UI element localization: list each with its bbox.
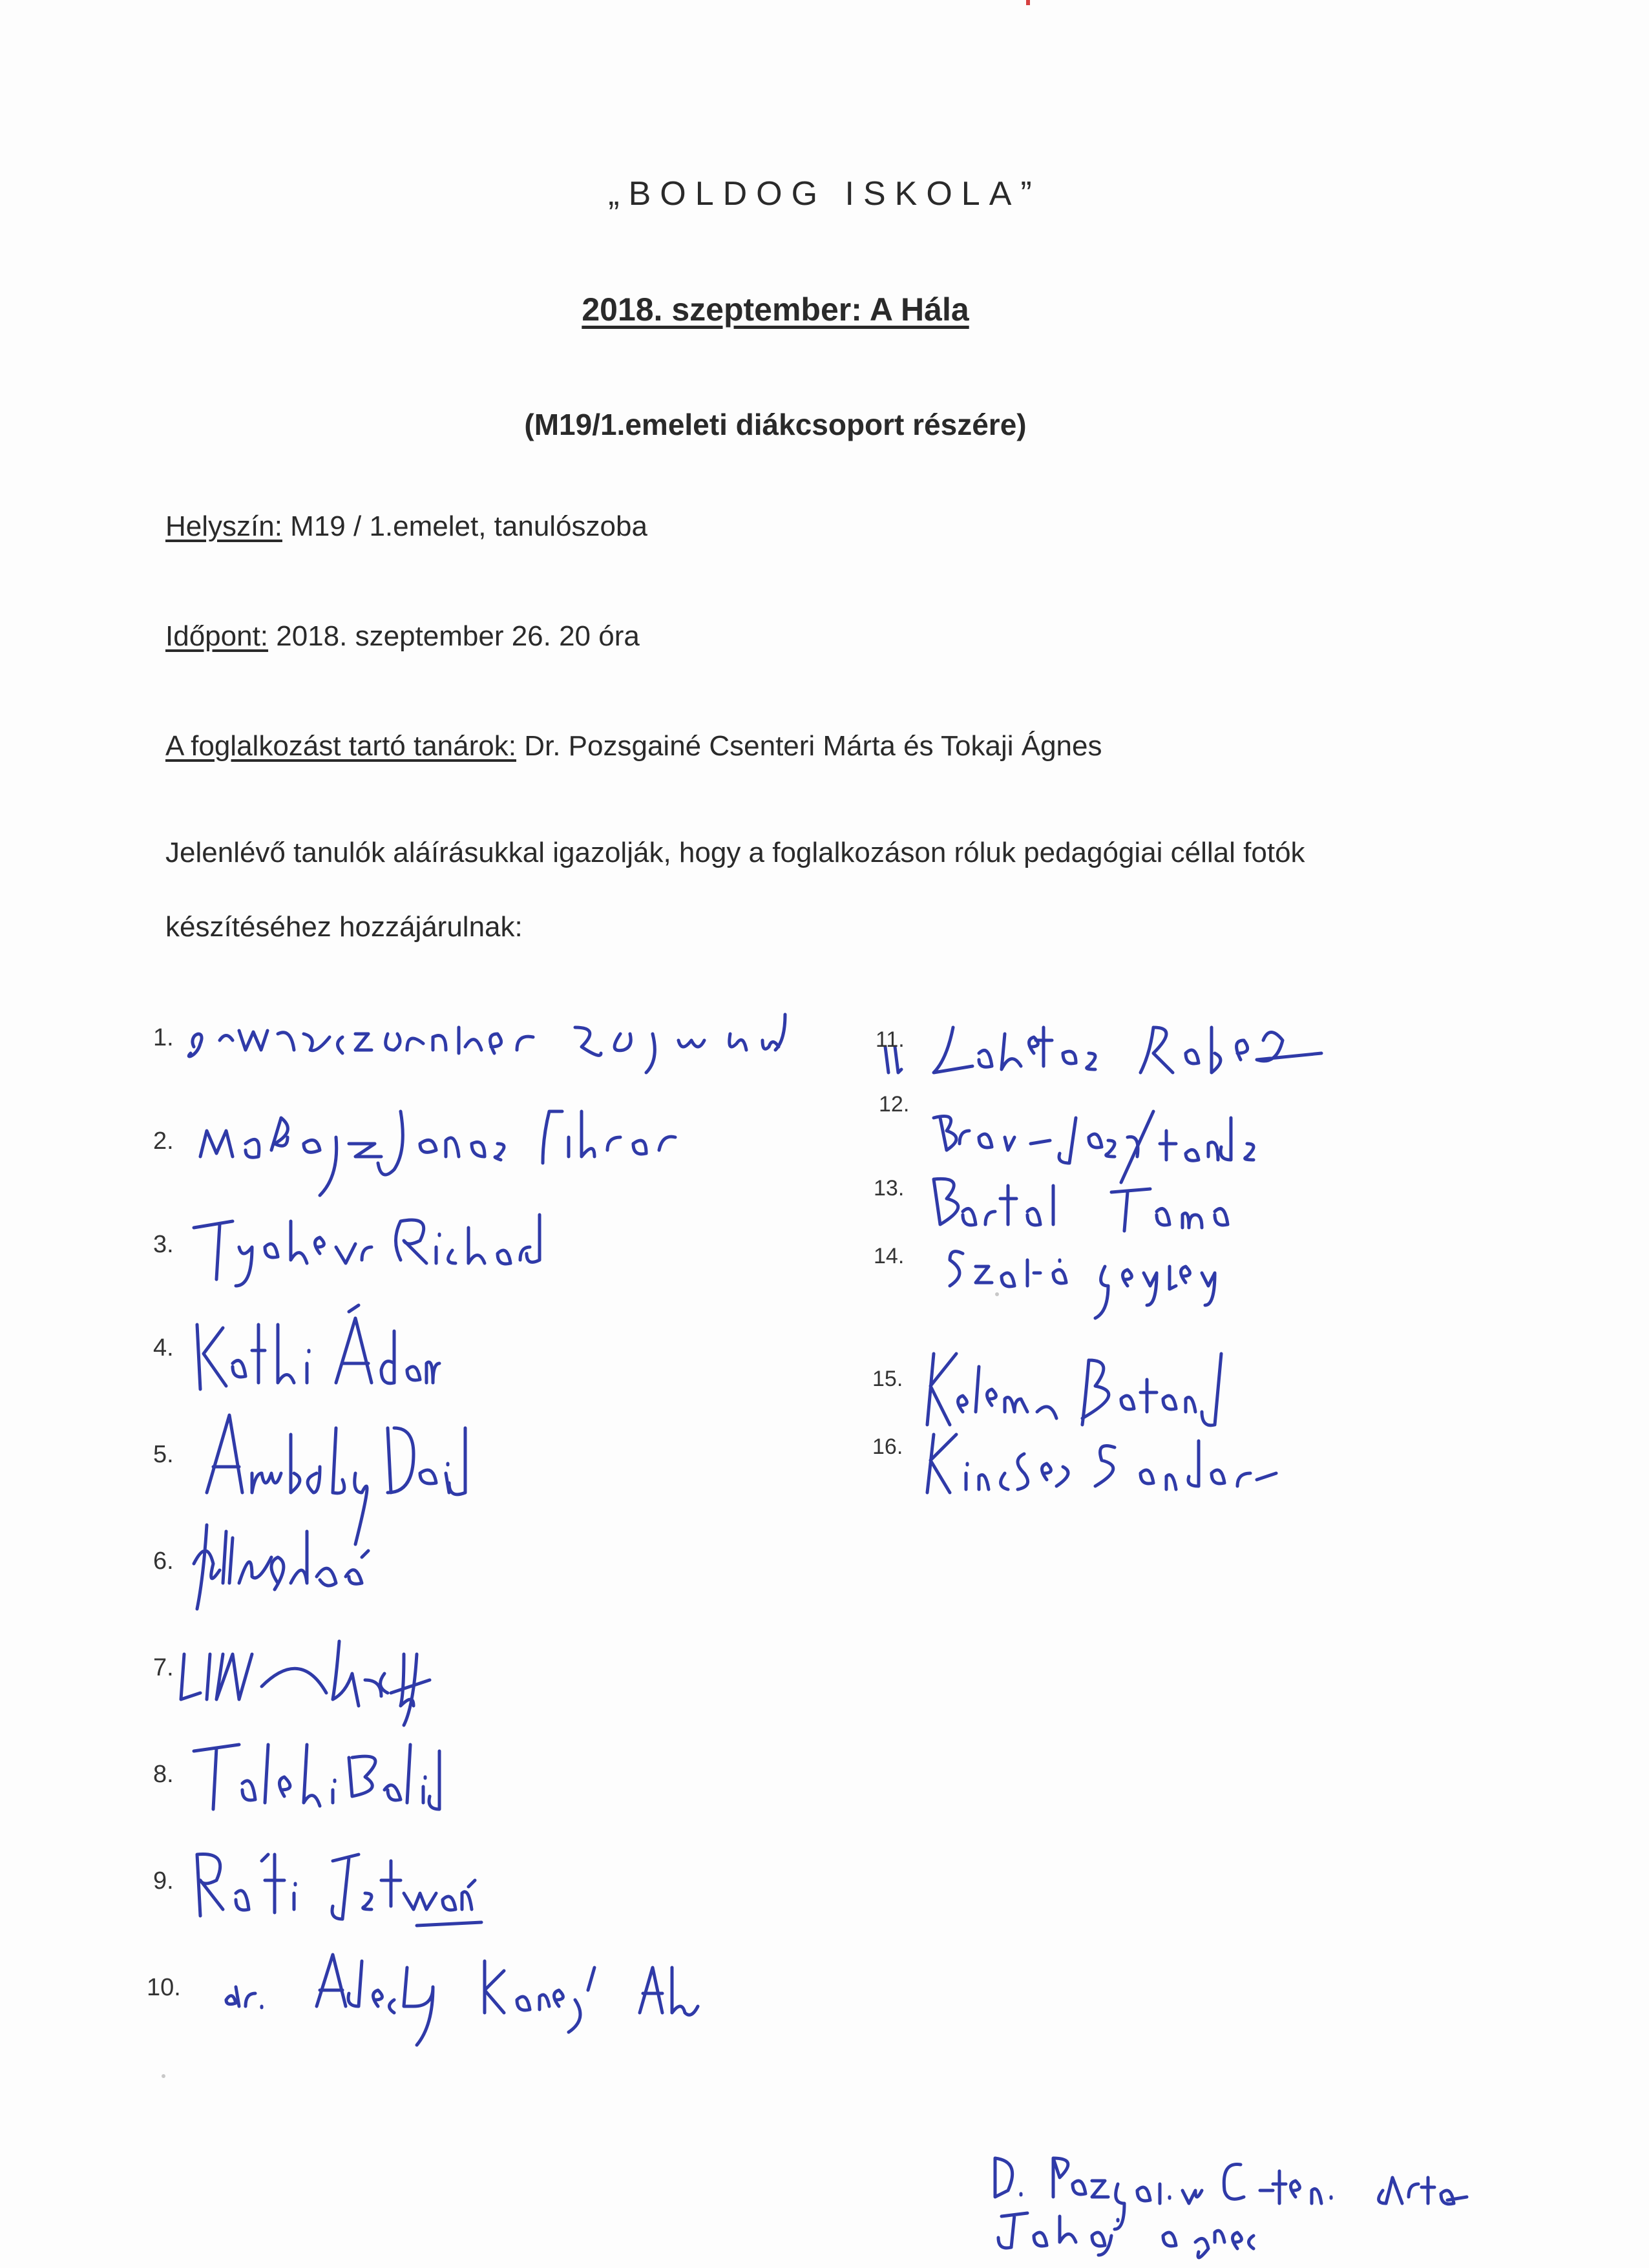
attendee-number: 14.	[874, 1244, 905, 1268]
consent-text-line-2: készítéséhez hozzájárulnak:	[165, 911, 523, 943]
signature-7	[171, 1615, 456, 1745]
signature-8	[184, 1732, 456, 1822]
signature-10	[213, 1942, 717, 2052]
signature-5	[194, 1402, 504, 1506]
document-subtitle: 2018. szeptember: A Hála	[582, 291, 969, 328]
teachers-label: A foglalkozást tartó tanárok:	[165, 730, 516, 762]
attendee-number: 9.	[153, 1867, 174, 1895]
signature-11	[876, 1002, 1367, 1086]
attendee-number: 13.	[874, 1176, 905, 1201]
teachers-value: Dr. Pozsgainé Csenteri Márta és Tokaji Ágnes	[516, 730, 1102, 762]
signature-9	[184, 1835, 507, 1932]
teacher-signatures	[982, 2145, 1473, 2255]
signature-2	[187, 1073, 704, 1176]
attendee-number: 12.	[879, 1092, 910, 1117]
consent-text-line-1: Jelenlévő tanulók aláírásukkal igazolják, hogy a foglalkozáson róluk pedagógiai céllal fotók	[165, 837, 1305, 868]
attendee-number: 7.	[153, 1654, 174, 1681]
attendee-number: 6.	[153, 1548, 174, 1575]
attendee-number: 1.	[153, 1024, 174, 1051]
signature-4	[187, 1305, 433, 1396]
attendee-number: 10.	[147, 1974, 181, 2001]
time-value: 2018. szeptember 26. 20 óra	[268, 620, 640, 652]
scan-speck	[162, 2074, 165, 2078]
target-group: (M19/1.emeleti diákcsoport részére)	[524, 408, 1027, 441]
time-line	[165, 620, 640, 653]
attendee-number: 4.	[153, 1334, 174, 1361]
teachers-line	[165, 730, 1102, 762]
attendee-number: 16.	[872, 1434, 903, 1459]
signature-6	[187, 1512, 381, 1615]
attendee-number: 5.	[153, 1441, 174, 1468]
attendee-number: 8.	[153, 1761, 174, 1788]
attendee-number: 2.	[153, 1128, 174, 1155]
document-title: „BOLDOG ISKOLA”	[608, 175, 1041, 213]
location-value: M19 / 1.emelet, tanulószoba	[282, 510, 647, 542]
attendee-number: 3.	[153, 1231, 174, 1258]
attendee-number: 15.	[872, 1367, 903, 1391]
signature-1	[181, 995, 801, 1073]
scan-mark	[1026, 0, 1030, 5]
scan-speck	[995, 1292, 999, 1296]
signature-12	[869, 1092, 1438, 1176]
location-label: Helyszín:	[165, 510, 282, 542]
attendee-number: 11.	[876, 1027, 905, 1052]
signature-14	[866, 1228, 1228, 1325]
time-label: Időpont:	[165, 620, 269, 652]
signature-16	[869, 1415, 1283, 1506]
signature-3	[181, 1189, 543, 1305]
location-line	[165, 510, 647, 543]
